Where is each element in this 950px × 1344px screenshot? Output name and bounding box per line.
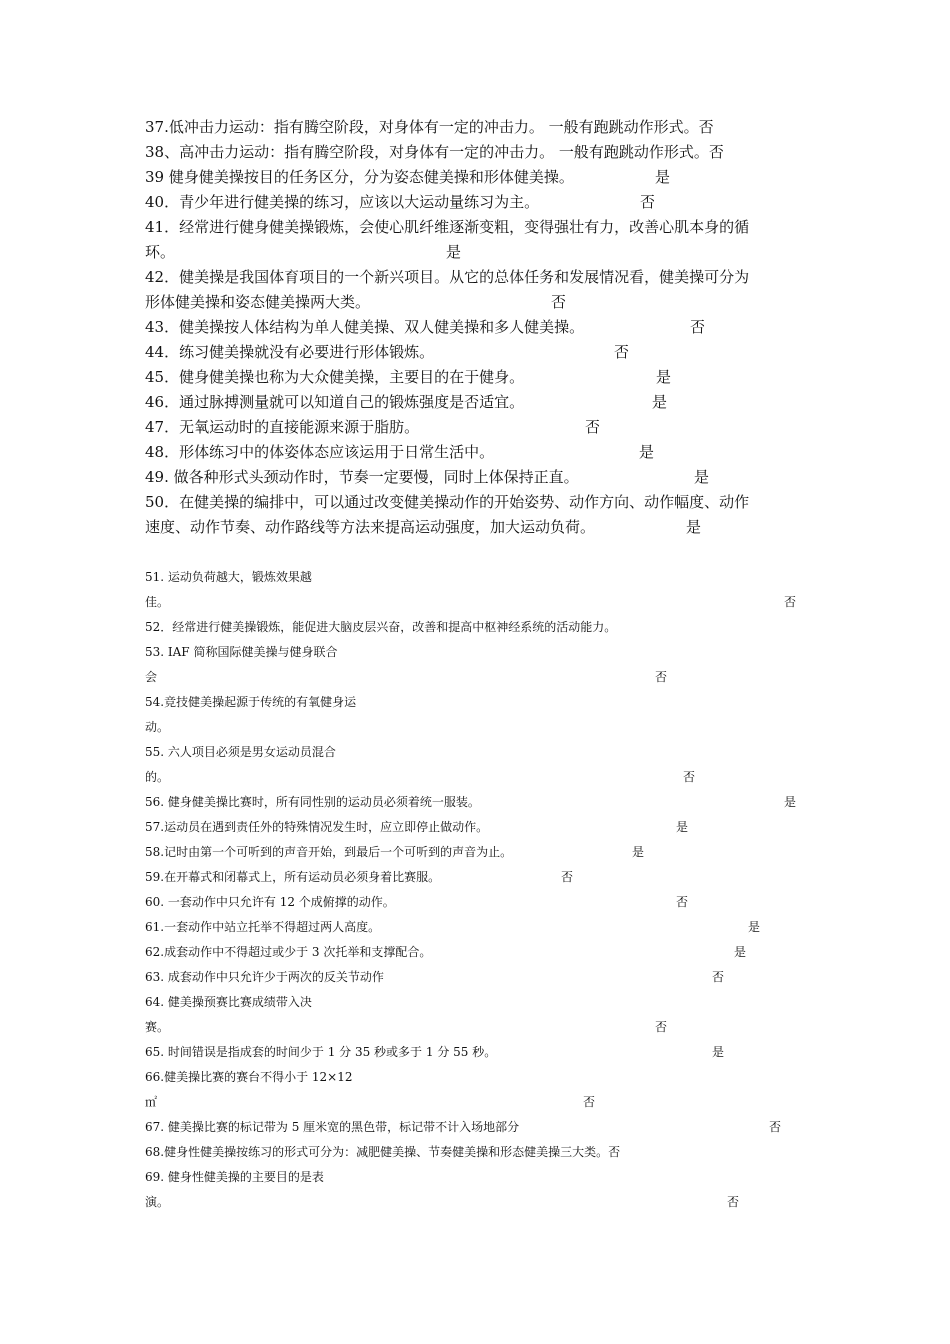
question-66: 66.健美操比赛的赛台不得小于 12×12 [145, 1070, 353, 1084]
question-51: 51. 运动负荷越大，锻炼效果越 [145, 570, 312, 584]
question-47: 47．无氧运动时的直接能源来源于脂肪。 [145, 418, 420, 436]
question-63: 63. 成套动作中只允许少于两次的反关节动作 [145, 970, 384, 984]
question-69: 69. 健身性健美操的主要目的是表 [145, 1170, 324, 1184]
question-66-cont: ㎡ [145, 1095, 158, 1109]
question-37: 37.低冲击力运动：指有腾空阶段，对身体有一定的冲击力。 一般有跑跳动作形式。否 [145, 118, 714, 136]
question-58: 58.记时由第一个可听到的声音开始，到最后一个可听到的声音为止。 [145, 845, 513, 859]
answer-55: 否 [683, 770, 696, 784]
answer-41: 是 [446, 243, 462, 261]
answer-46: 是 [652, 393, 668, 411]
question-46: 46．通过脉搏测量就可以知道自己的锻炼强度是否适宜。 [145, 393, 525, 411]
answer-59: 否 [561, 870, 574, 884]
answer-40: 否 [640, 193, 656, 211]
question-39: 39 健身健美操按目的任务区分，分为姿态健美操和形体健美操。 [145, 168, 574, 186]
question-61: 61.一套动作中站立托举不得超过两人高度。 [145, 920, 381, 934]
question-41: 41．经常进行健身健美操锻炼，会使心肌纤维逐渐变粗，变得强壮有力，改善心肌本身的循 [145, 218, 750, 236]
question-56: 56. 健身健美操比赛时，所有同性别的运动员必须着统一服装。 [145, 795, 480, 809]
question-53-cont: 会 [145, 670, 158, 684]
answer-66: 否 [583, 1095, 596, 1109]
question-65: 65. 时间错误是指成套的时间少于 1 分 35 秒或多于 1 分 55 秒。 [145, 1045, 497, 1059]
question-53: 53. IAF 简称国际健美操与健身联合 [145, 645, 338, 659]
question-54-cont: 动。 [145, 720, 170, 734]
question-52: 52．经常进行健美操锻炼，能促进大脑皮层兴奋，改善和提高中枢神经系统的活动能力。 [145, 620, 617, 634]
question-62: 62.成套动作中不得超过或少于 3 次托举和支撑配合。 [145, 945, 432, 959]
answer-69: 否 [727, 1195, 740, 1209]
question-41-cont: 环。 [145, 243, 176, 261]
question-60: 60. 一套动作中只允许有 12 个成俯撑的动作。 [145, 895, 395, 909]
answer-56: 是 [784, 795, 797, 809]
question-55-cont: 的。 [145, 770, 170, 784]
answer-51: 否 [784, 595, 797, 609]
answer-67: 否 [769, 1120, 782, 1134]
question-49: 49. 做各种形式头颈动作时，节奏一定要慢，同时上体保持正直。 [145, 468, 579, 486]
question-64-cont: 赛。 [145, 1020, 170, 1034]
answer-39: 是 [655, 168, 671, 186]
question-57: 57.运动员在遇到责任外的特殊情况发生时，应立即停止做动作。 [145, 820, 489, 834]
answer-60: 否 [676, 895, 689, 909]
question-44: 44．练习健美操就没有必要进行形体锻炼。 [145, 343, 435, 361]
question-55: 55. 六人项目必须是男女运动员混合 [145, 745, 336, 759]
question-42: 42．健美操是我国体育项目的一个新兴项目。从它的总体任务和发展情况看，健美操可分为 [145, 268, 750, 286]
answer-64: 否 [655, 1020, 668, 1034]
question-68: 68.健身性健美操按练习的形式可分为：减肥健美操、节奏健美操和形态健美操三大类。否 [145, 1145, 621, 1159]
answer-45: 是 [656, 368, 672, 386]
answer-49: 是 [694, 468, 710, 486]
answer-44: 否 [614, 343, 630, 361]
question-45: 45．健身健美操也称为大众健美操，主要目的在于健身。 [145, 368, 525, 386]
answer-47: 否 [585, 418, 601, 436]
question-50: 50．在健美操的编排中，可以通过改变健美操动作的开始姿势、动作方向、动作幅度、动作 [145, 493, 750, 511]
answer-48: 是 [639, 443, 655, 461]
question-59: 59.在开幕式和闭幕式上，所有运动员必须身着比赛服。 [145, 870, 441, 884]
answer-43: 否 [690, 318, 706, 336]
answer-58: 是 [632, 845, 645, 859]
question-50-cont: 速度、动作节奏、动作路线等方法来提高运动强度，加大运动负荷。 [145, 518, 596, 536]
answer-53: 否 [655, 670, 668, 684]
answer-63: 否 [712, 970, 725, 984]
question-51-cont: 佳。 [145, 595, 170, 609]
question-69-cont: 演。 [145, 1195, 170, 1209]
question-48: 48．形体练习中的体姿体态应该运用于日常生活中。 [145, 443, 495, 461]
question-43: 43．健美操按人体结构为单人健美操、双人健美操和多人健美操。 [145, 318, 585, 336]
question-42-cont: 形体健美操和姿态健美操两大类。 [145, 293, 371, 311]
question-64: 64. 健美操预赛比赛成绩带入决 [145, 995, 312, 1009]
answer-61: 是 [748, 920, 761, 934]
question-40: 40．青少年进行健美操的练习，应该以大运动量练习为主。 [145, 193, 540, 211]
question-54: 54.竞技健美操起源于传统的有氧健身运 [145, 695, 357, 709]
answer-62: 是 [734, 945, 747, 959]
answer-50: 是 [686, 518, 702, 536]
question-38: 38、高冲击力运动：指有腾空阶段，对身体有一定的冲击力。 一般有跑跳动作形式。否 [145, 143, 724, 161]
answer-42: 否 [551, 293, 567, 311]
answer-65: 是 [712, 1045, 725, 1059]
answer-57: 是 [676, 820, 689, 834]
question-67: 67. 健美操比赛的标记带为 5 厘米宽的黑色带，标记带不计入场地部分 [145, 1120, 520, 1134]
